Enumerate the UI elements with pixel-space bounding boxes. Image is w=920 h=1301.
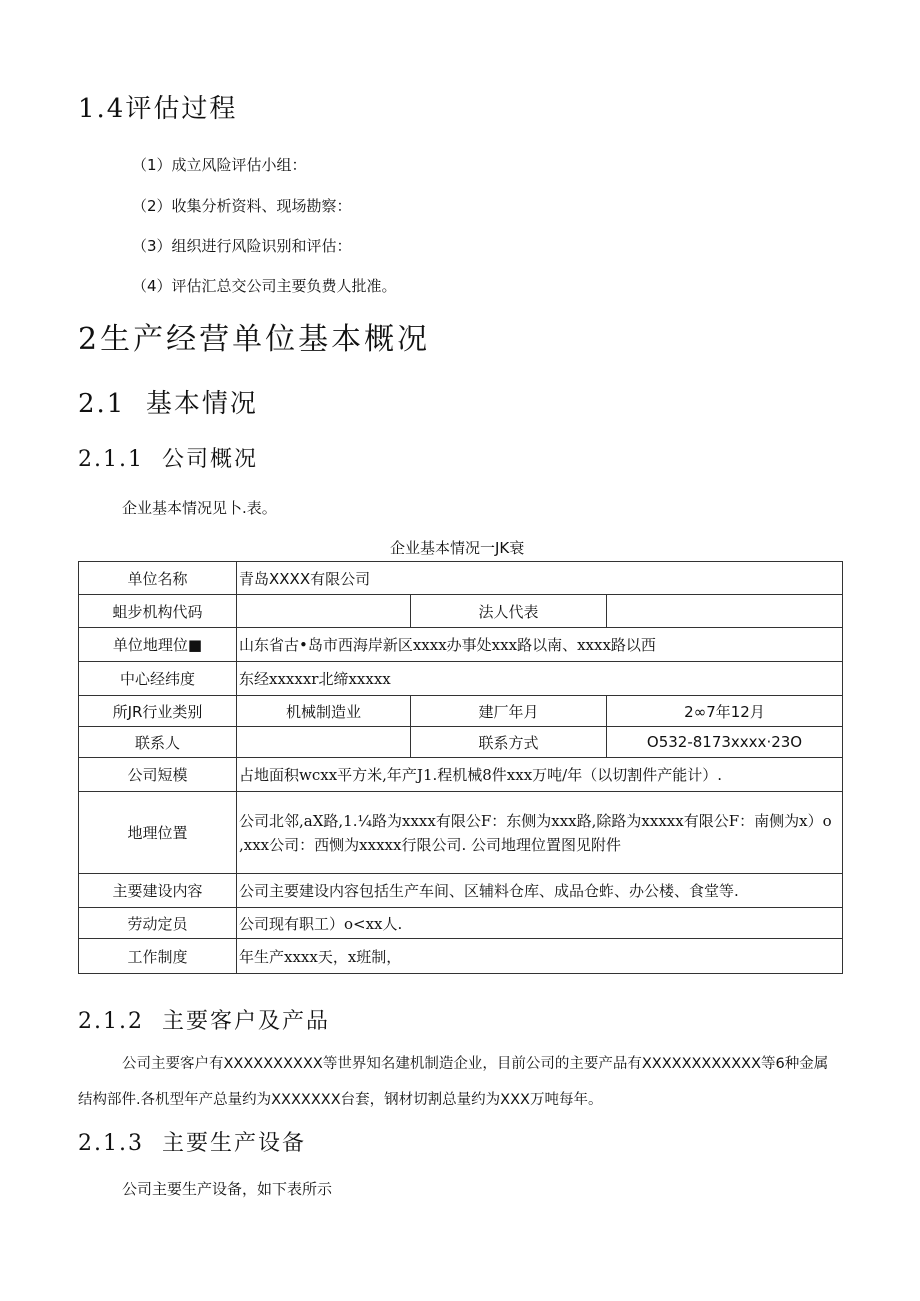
table-row [79, 939, 843, 974]
table-row [79, 595, 843, 628]
heading-2: 2生产经营单位基本概况 [78, 322, 431, 357]
built-label: 建厂年月 [411, 696, 607, 727]
construction-value: 公司主要建设内容包括生产车间、区辅料仓库、成品仓蚱、办公楼、食堂等. [237, 874, 843, 908]
heading-2-1: 2.1 基本情况 [78, 389, 258, 419]
step-4: （4）评估汇总交公司主要负费人批准。 [132, 277, 397, 295]
heading-2-1-1: 2.1.1 公司概况 [78, 447, 258, 472]
customers-paragraph-line-1: 公司主要客户有XXXXXXXXXX等世界知名建机制造企业，目前公司的主要产品有XXXXXXXXXXXX等6种金属 [122, 1056, 829, 1072]
table-row [79, 908, 843, 939]
legal-rep-label: 法人代表 [411, 595, 607, 628]
table-row [79, 696, 843, 727]
legal-rep-value [607, 595, 843, 628]
industry-value: 机械制造业 [237, 696, 411, 727]
schedule-value: 年生产xxxx天，x班制， [237, 939, 843, 974]
phone-value: O532-8173xxxx·23O [607, 727, 843, 758]
customers-paragraph-line-2: 结构部件.各机型年产总量约为XXXXXXX台套，钢材切割总量约为XXX万吨每年。 [78, 1092, 603, 1108]
table-row [79, 727, 843, 758]
company-info-table [78, 561, 843, 974]
industry-label: 所JR行业类别 [79, 696, 237, 727]
table-row [79, 562, 843, 595]
scale-label: 公司短模 [79, 758, 237, 792]
equipment-intro: 公司主要生产设备，如下表所示 [122, 1180, 333, 1198]
table-row [79, 662, 843, 696]
unit-name-value: 青岛XXXX有限公司 [237, 562, 843, 595]
address-value: 山东省古•岛市西海岸新区xxxx办事处xxx路以南、xxxx路以西 [237, 628, 843, 662]
step-3: （3）组织进行风险识别和评估： [132, 237, 352, 255]
staff-value: 公司现有职工）o<xx人. [237, 908, 843, 939]
table-intro: 企业基本情况见卜.表。 [122, 499, 277, 517]
phone-label: 联系方式 [411, 727, 607, 758]
step-2: （2）收集分析资料、现场勘察： [132, 197, 352, 215]
coords-label: 中心经纬度 [79, 662, 237, 696]
unit-name-label: 单位名称 [79, 562, 237, 595]
heading-1-4: 1.4评估过程 [78, 94, 238, 124]
org-code-value [237, 595, 411, 628]
schedule-label: 工作制度 [79, 939, 237, 974]
scale-value: 占地面积wcxx平方米,年产J1.程机械8件xxx万吨/年（以切割件产能计）. [237, 758, 843, 792]
coords-value: 东经xxxxxr北缔xxxxx [237, 662, 843, 696]
heading-2-1-3: 2.1.3 主要生产设备 [78, 1131, 306, 1156]
location-label: 地理位置 [79, 792, 237, 874]
staff-label: 劳动定员 [79, 908, 237, 939]
contact-value [237, 727, 411, 758]
table-row [79, 792, 843, 874]
org-code-label: 蛆步机构代码 [79, 595, 237, 628]
table-caption: 企业基本情况一JK衰 [390, 539, 525, 557]
step-1: （1）成立风险评估小组： [132, 156, 307, 174]
construction-label: 主要建设内容 [79, 874, 237, 908]
location-value: 公司北邻,aX路,1.¼路为xxxx有限公F：东侧为xxx路,除路为xxxxx有限公F：南侧为x）o ,xxx公司：西恻为xxxxx行限公司. 公司地理位置图见附件 [237, 792, 843, 874]
address-label: 单位地理位■ [79, 628, 237, 662]
table-row [79, 628, 843, 662]
contact-label: 联系人 [79, 727, 237, 758]
table-row [79, 758, 843, 792]
heading-2-1-2: 2.1.2 主要客户及产品 [78, 1009, 330, 1034]
table-row [79, 874, 843, 908]
built-value: 2∞7年12月 [607, 696, 843, 727]
